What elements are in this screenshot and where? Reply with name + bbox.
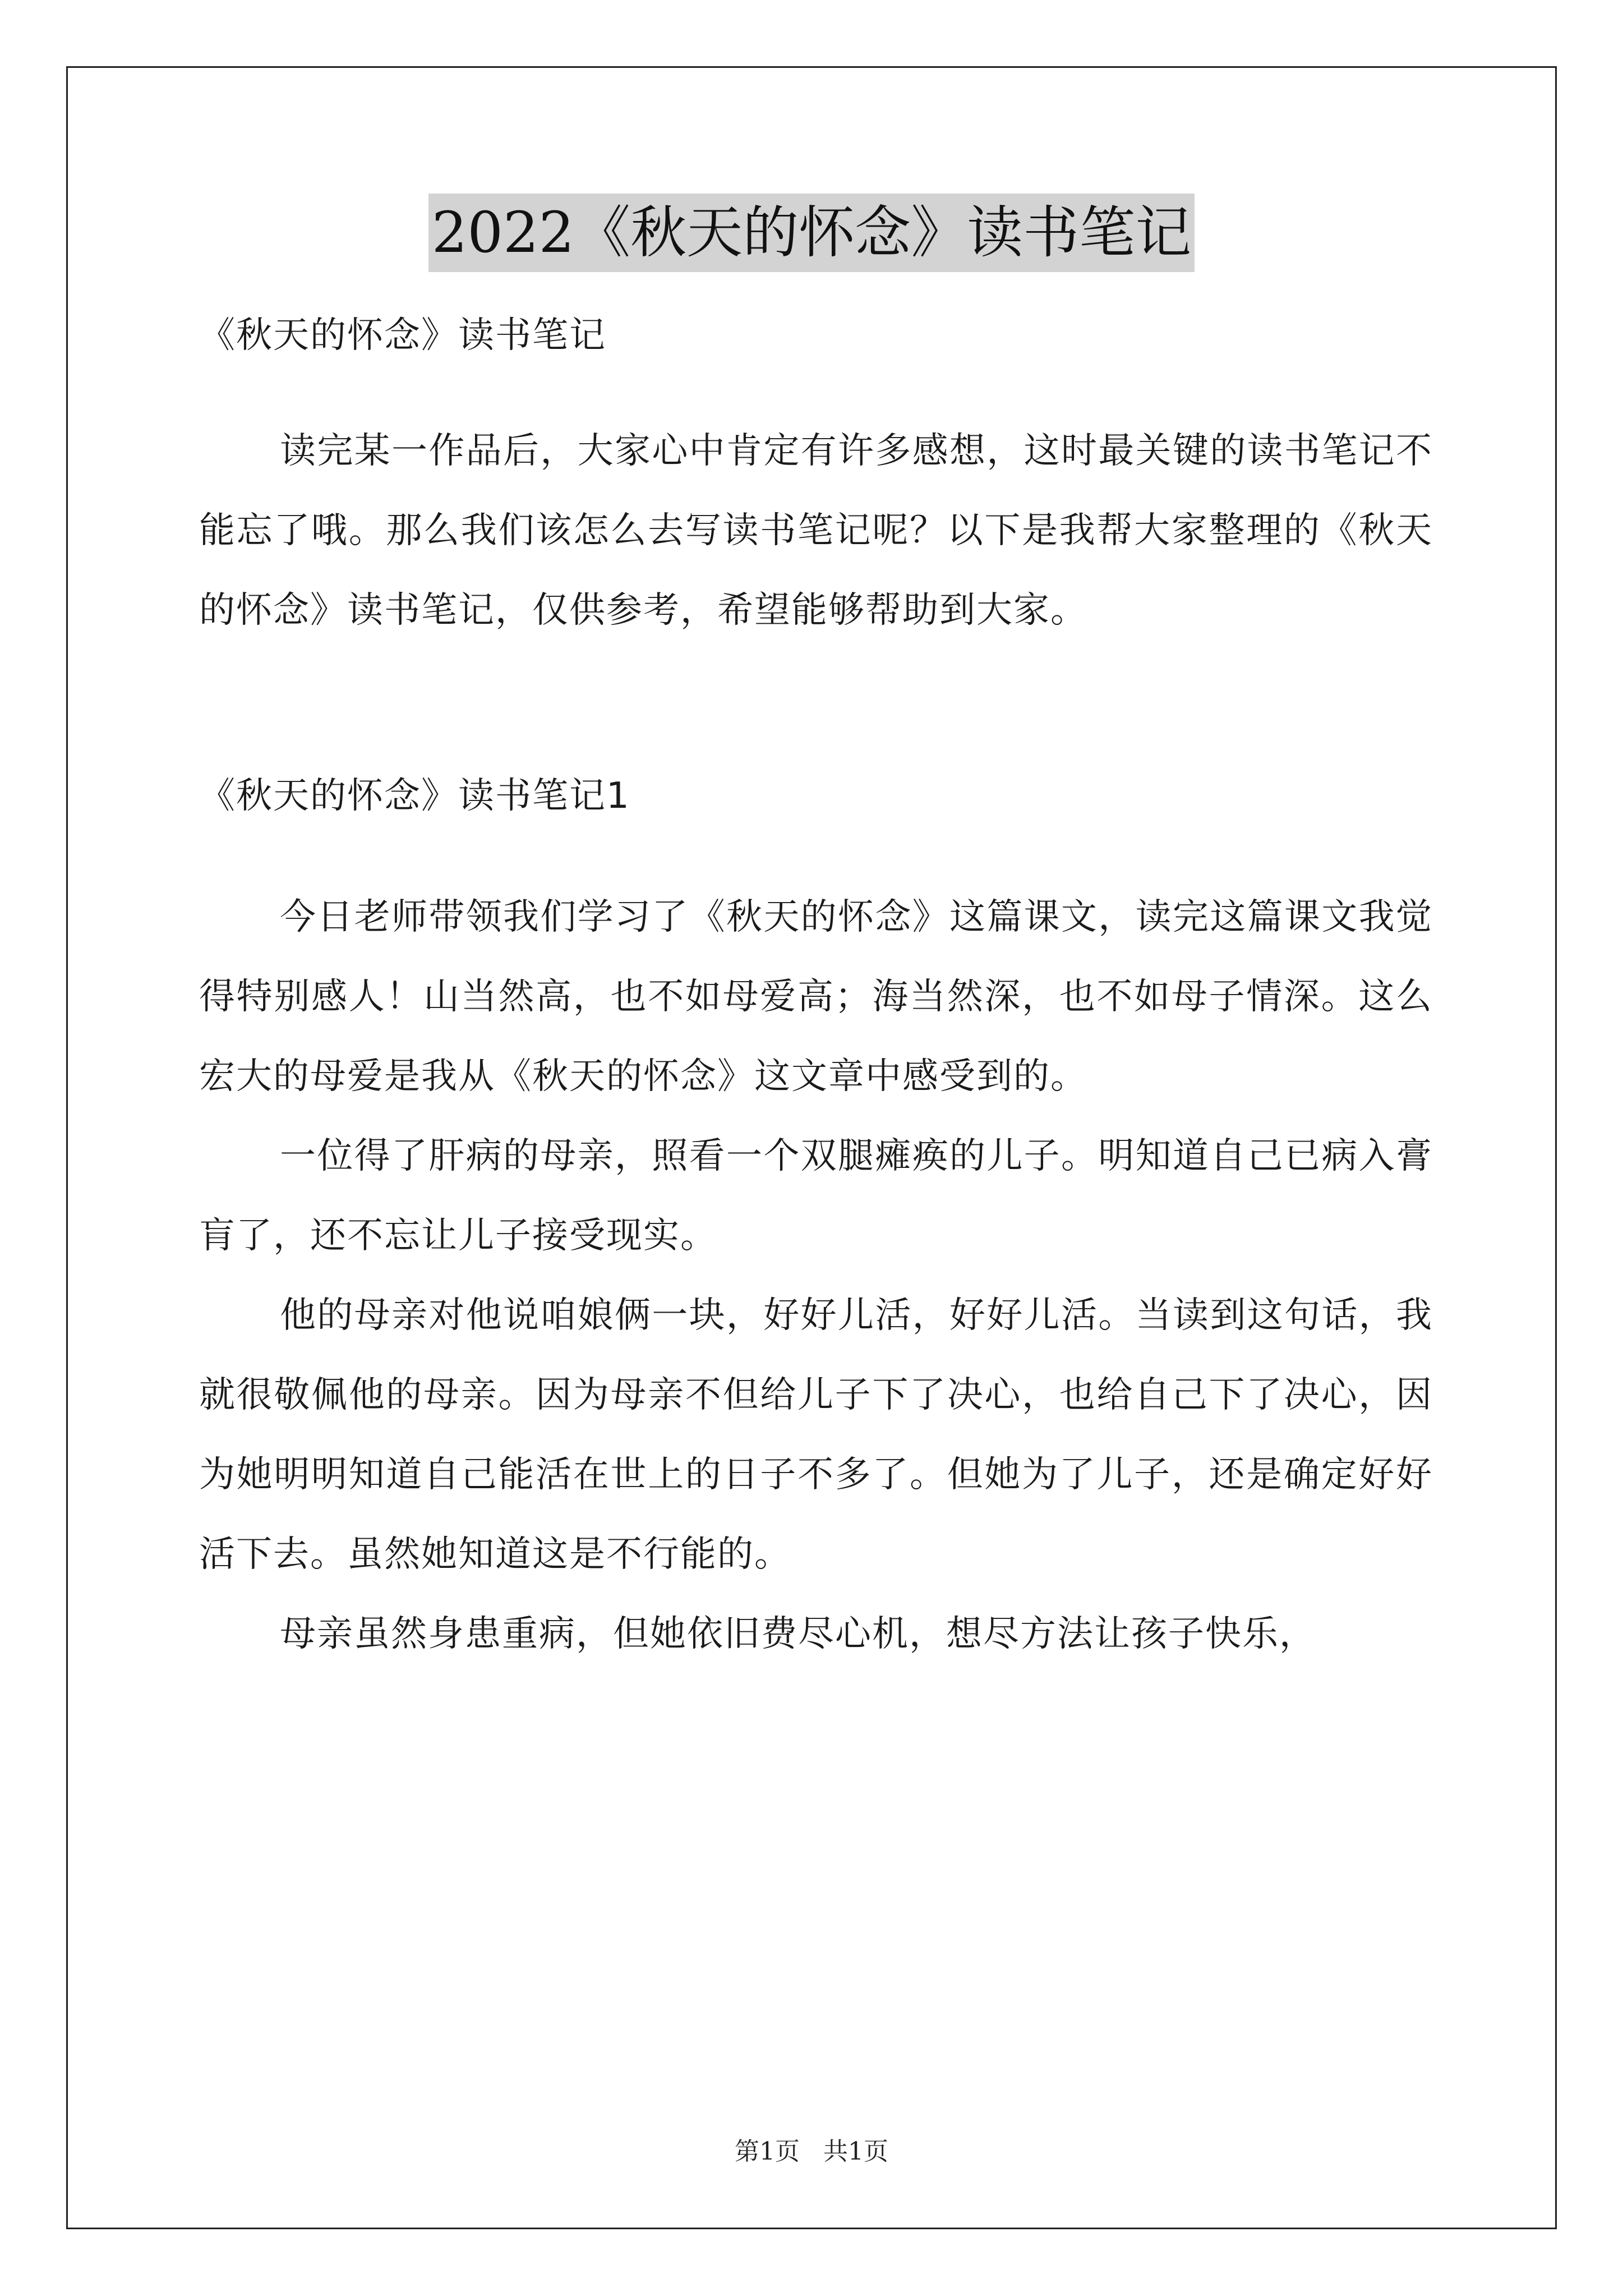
title-container bbox=[0, 194, 1623, 272]
section-heading: 《秋天的怀念》读书笔记1 bbox=[199, 775, 630, 817]
paragraph: 他的母亲对他说咱娘俩一块，好好儿活，好好儿活。当读到这句话，我就很敬佩他的母亲。因为母亲不但给儿子下了决心，也给自己下了决心，因为她明明知道自己能活在世上的日子不多了。但她为了儿子，还是确定好好活下去。虽然她知道这是不行能的。 bbox=[199, 1295, 1433, 1575]
intro-paragraph: 读完某一作品后，大家心中肯定有许多感想，这时最关键的读书笔记不能忘了哦。那么我们该怎么去写读书笔记呢？以下是我帮大家整理的《秋天的怀念》读书笔记，仅供参考，希望能够帮助到大家。 bbox=[199, 430, 1433, 631]
paragraph: 今日老师带领我们学习了《秋天的怀念》这篇课文，读完这篇课文我觉得特别感人！山当然高，也不如母爱高；海当然深，也不如母子情深。这么宏大的母爱是我从《秋天的怀念》这文章中感受到的。 bbox=[199, 896, 1433, 1097]
document-title: 2022《秋天的怀念》读书笔记 bbox=[428, 194, 1195, 272]
paragraph: 一位得了肝病的母亲，照看一个双腿瘫痪的儿子。明知道自己已病入膏肓了，还不忘让儿子接受现实。 bbox=[199, 1135, 1433, 1257]
paragraph: 母亲虽然身患重病，但她依旧费尽心机，想尽方法让孩子快乐， bbox=[280, 1613, 1316, 1655]
document-body bbox=[199, 300, 1433, 1674]
page-footer: 第1页 共1页 bbox=[735, 2137, 888, 2166]
subtitle-main: 《秋天的怀念》读书笔记 bbox=[199, 315, 606, 356]
